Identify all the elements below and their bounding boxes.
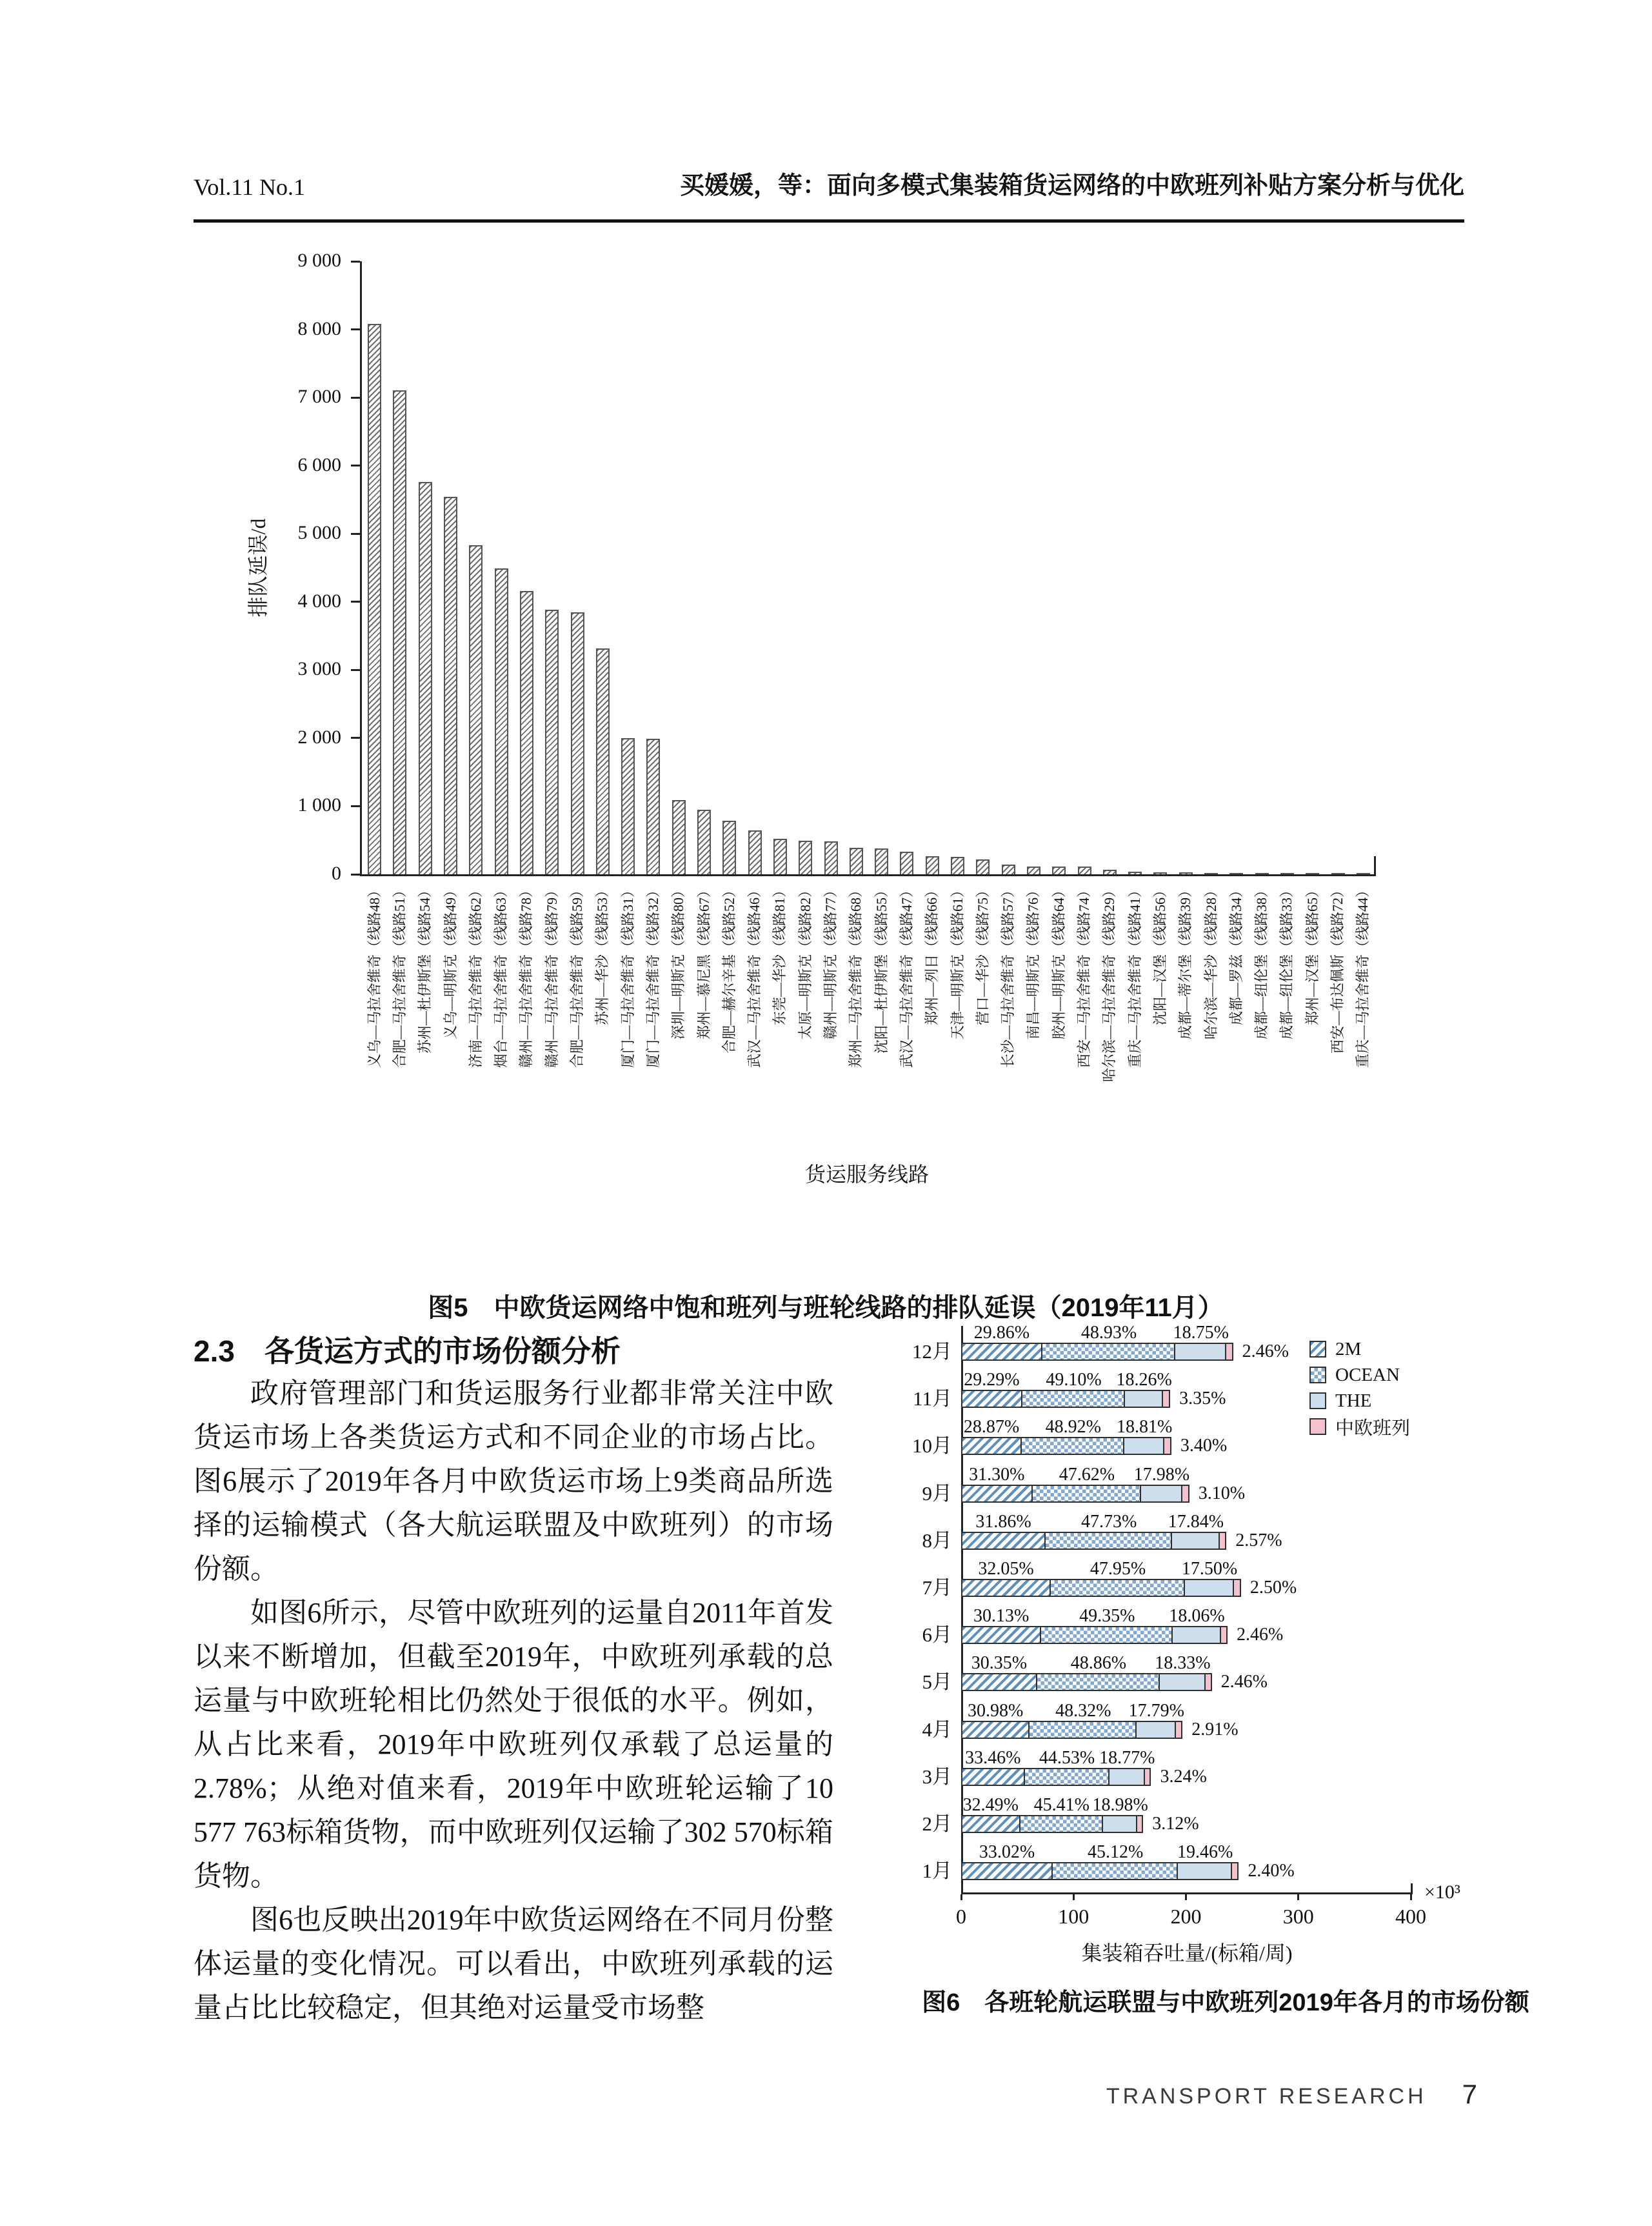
segment-the [1171, 1626, 1221, 1644]
y-tick-mark [351, 669, 360, 671]
x-category-label: 沈阳—汉堡（线路56） [1151, 883, 1168, 1026]
figure5-caption: 图5 中欧货运网络中饱和班列与班轮线路的排队延误（2019年11月） [428, 1294, 1224, 1322]
share-percent-label: 17.50% [1181, 1559, 1238, 1579]
share-percent-label: 18.98% [1092, 1795, 1148, 1815]
x-category-label: 苏州—华沙（线路53） [594, 883, 611, 1026]
y-tick-mark [351, 533, 360, 535]
x-category-label: 南昌—明斯克（线路76） [1025, 883, 1042, 1040]
cr-express-percent-label: 2.57% [1235, 1530, 1282, 1550]
x-category-label: 西安—马拉舍维奇（线路74） [1076, 883, 1093, 1068]
volume-issue: Vol.11 No.1 [194, 174, 306, 200]
x-category-label: 长沙—马拉舍维奇（线路57） [1000, 883, 1017, 1068]
x-category-label: 赣州—马拉舍维奇（线路79） [543, 883, 560, 1068]
share-percent-label: 47.73% [1080, 1511, 1137, 1532]
x-category-label: 东莞—华沙（线路81） [771, 883, 788, 1026]
segment-the [1171, 1532, 1219, 1550]
cr-express-percent-label: 2.50% [1249, 1578, 1297, 1598]
x-tick-label: 100 [1058, 1905, 1090, 1928]
share-percent-label: 32.49% [962, 1795, 1019, 1815]
month-label: 4月 [922, 1718, 952, 1741]
segment-2m [961, 1862, 1053, 1880]
x-category-label: 济南—马拉舍维奇（线路62） [467, 883, 484, 1068]
share-percent-label: 32.05% [978, 1559, 1034, 1579]
x-tick-mark [1410, 1894, 1412, 1900]
x-category-label: 沈阳—杜伊斯堡（线路55） [873, 883, 890, 1054]
month-label: 6月 [922, 1623, 952, 1647]
queue-delay-bar [368, 324, 381, 874]
x-category-label: 赣州—明斯克（线路77） [822, 883, 839, 1040]
share-percent-label: 45.41% [1033, 1795, 1090, 1815]
x-category-label: 合肥—赫尔辛基（线路52） [721, 883, 737, 1054]
queue-delay-bar [1280, 873, 1294, 874]
x-category-label: 郑州—列日（线路66） [924, 883, 940, 1026]
share-percent-label: 48.93% [1080, 1323, 1137, 1343]
queue-delay-bar [1078, 867, 1091, 874]
month-label: 7月 [922, 1576, 952, 1599]
queue-delay-bar [1255, 873, 1269, 874]
queue-delay-bar [1052, 867, 1066, 874]
y-tick-label: 1 000 [297, 794, 341, 816]
paragraph: 图6也反映出2019年中欧货运网络在不同月份整体运量的变化情况。可以看出，中欧班列承载的运量占比比较稳定，但其绝对运量受市场整 [194, 1904, 833, 2023]
figure6-axis-multiplier: ×10³ [1424, 1881, 1460, 1903]
share-percent-label: 29.86% [973, 1323, 1030, 1343]
queue-delay-bar [697, 810, 711, 874]
x-tick-label: 200 [1170, 1905, 1202, 1928]
segment-ocean [1019, 1815, 1103, 1833]
y-tick-mark [351, 261, 360, 263]
x-category-label: 义乌—明斯克（线路49） [442, 883, 459, 1040]
x-tick-label: 400 [1395, 1905, 1426, 1928]
cr-express-percent-label: 2.46% [1242, 1341, 1289, 1361]
segment-ocean [1036, 1673, 1160, 1691]
x-category-label: 胶州—明斯克（线路64） [1050, 883, 1067, 1040]
segment-the [1174, 1343, 1226, 1361]
share-percent-label: 18.06% [1169, 1606, 1225, 1627]
share-percent-label: 18.75% [1173, 1323, 1229, 1343]
page-header [194, 165, 1464, 201]
y-tick-label: 7 000 [297, 386, 341, 408]
share-percent-label: 17.98% [1133, 1464, 1190, 1485]
x-category-label: 营口—华沙（线路75） [974, 883, 991, 1026]
segment-2m [961, 1485, 1033, 1503]
x-category-label: 合肥—马拉舍维奇（线路59） [569, 883, 586, 1068]
y-tick-label: 0 [332, 863, 341, 884]
segment-cr-express [1163, 1437, 1171, 1455]
x-category-label: 深圳—明斯克（线路80） [670, 883, 687, 1040]
queue-delay-bar [393, 390, 406, 875]
segment-cr-express [1220, 1626, 1228, 1644]
segment-cr-express [1175, 1721, 1182, 1739]
segment-ocean [1041, 1343, 1175, 1361]
share-percent-label: 31.86% [975, 1511, 1031, 1532]
x-category-label: 重庆—马拉舍维奇（线路41） [1126, 883, 1143, 1068]
segment-ocean [1024, 1768, 1110, 1786]
segment-2m [961, 1768, 1025, 1786]
month-label: 5月 [922, 1670, 952, 1694]
segment-2m [961, 1390, 1022, 1408]
segment-ocean [1051, 1862, 1178, 1880]
queue-delay-bar [900, 852, 913, 874]
share-percent-label: 30.35% [971, 1653, 1028, 1674]
y-tick-mark [351, 465, 360, 466]
share-percent-label: 30.98% [968, 1700, 1024, 1721]
y-tick-mark [351, 601, 360, 603]
queue-delay-bar [850, 848, 863, 874]
axis-end-stub [1374, 856, 1376, 874]
queue-delay-bar [469, 545, 483, 874]
segment-cr-express [1136, 1815, 1143, 1833]
queue-delay-bar [621, 738, 635, 874]
queue-delay-bar [545, 610, 559, 874]
segment-ocean [1021, 1390, 1125, 1408]
x-category-label: 西安—布达佩斯（线路72） [1329, 883, 1346, 1054]
cr-express-percent-label: 3.35% [1179, 1389, 1226, 1409]
legend-item [1309, 1418, 1411, 1439]
share-percent-label: 45.12% [1088, 1842, 1144, 1863]
segment-ocean [1020, 1437, 1124, 1455]
x-category-label: 郑州—汉堡（线路65） [1304, 883, 1320, 1026]
page-footer [839, 2079, 1477, 2110]
legend-swatch-icon [1309, 1341, 1326, 1358]
segment-the [1108, 1768, 1145, 1786]
segment-ocean [1050, 1579, 1185, 1597]
figure6-legend [1309, 1338, 1411, 1444]
month-label: 12月 [912, 1340, 952, 1363]
x-category-label: 武汉—马拉舍维奇（线路47） [898, 883, 915, 1068]
axis-end-stub [1411, 1883, 1413, 1892]
share-percent-label: 18.26% [1116, 1370, 1172, 1390]
cr-express-percent-label: 3.40% [1180, 1436, 1228, 1456]
page-number: 7 [1462, 2079, 1477, 2109]
queue-delay-bar [799, 841, 812, 874]
segment-ocean [1028, 1721, 1137, 1739]
x-category-label: 厦门—马拉舍维奇（线路31） [619, 883, 636, 1068]
share-percent-label: 31.30% [969, 1464, 1025, 1485]
x-category-label: 哈尔滨—马拉舍维奇（线路29） [1101, 883, 1118, 1083]
queue-delay-bar [773, 839, 787, 874]
segment-2m [961, 1673, 1037, 1691]
x-category-label: 苏州—杜伊斯堡（线路54） [417, 883, 433, 1054]
queue-delay-bar [926, 856, 939, 874]
queue-delay-bar [824, 841, 838, 874]
segment-the [1140, 1485, 1182, 1503]
share-percent-label: 48.92% [1045, 1417, 1101, 1438]
legend-label: 2M [1335, 1338, 1362, 1359]
segment-cr-express [1181, 1485, 1189, 1503]
queue-delay-bar [951, 857, 964, 874]
segment-the [1124, 1390, 1163, 1408]
x-category-label: 天津—明斯克（线路61） [949, 883, 966, 1040]
queue-delay-bar [646, 739, 660, 874]
legend-swatch-icon [1309, 1367, 1326, 1383]
queue-delay-bar [1204, 873, 1218, 874]
y-tick-label: 5 000 [297, 522, 341, 544]
x-category-label: 太原—明斯克（线路82） [797, 883, 813, 1040]
share-percent-label: 48.86% [1070, 1653, 1127, 1674]
queue-delay-bar [495, 568, 508, 874]
segment-the [1123, 1437, 1164, 1455]
month-label: 10月 [912, 1434, 952, 1458]
figure5-plot [297, 250, 1376, 1083]
queue-delay-bar [444, 497, 457, 874]
cr-express-percent-label: 3.12% [1152, 1814, 1199, 1834]
legend-swatch-icon [1309, 1418, 1326, 1435]
share-percent-label: 33.02% [979, 1842, 1035, 1863]
queue-delay-bar [1103, 870, 1117, 874]
share-percent-label: 44.53% [1039, 1747, 1095, 1768]
segment-ocean [1044, 1532, 1172, 1550]
figure6-x-axis-title: 集装箱吞吐量/(标箱/周) [1081, 1941, 1293, 1965]
x-tick-label: 0 [956, 1905, 966, 1928]
paragraph: 政府管理部门和货运服务行业都非常关注中欧货运市场上各类货运方式和不同企业的市场占比。图6展示了2019年各月中欧货运市场上9类商品所选择的运输模式（各大航运联盟及中欧班列）的市场份额。 [194, 1378, 833, 1585]
y-tick-mark [351, 805, 360, 807]
queue-delay-bar [748, 830, 762, 874]
segment-cr-express [1204, 1673, 1212, 1691]
segment-cr-express [1225, 1343, 1233, 1361]
x-tick-mark [1073, 1894, 1075, 1900]
x-category-label: 哈尔滨—华沙（线路28） [1202, 883, 1219, 1040]
legend-label: THE [1335, 1390, 1372, 1411]
cr-express-percent-label: 2.91% [1191, 1719, 1239, 1740]
y-tick-mark [351, 397, 360, 399]
segment-2m [961, 1579, 1051, 1597]
queue-delay-bar [976, 859, 990, 874]
month-label: 9月 [922, 1481, 952, 1505]
queue-delay-bar [1179, 872, 1193, 874]
cr-express-percent-label: 2.46% [1236, 1625, 1284, 1645]
figure6-x-axis-line [961, 1892, 1413, 1894]
section-heading: 2.3 各货运方式的市场份额分析 [194, 1334, 621, 1368]
x-tick-mark [1297, 1894, 1299, 1900]
segment-ocean [1040, 1626, 1173, 1644]
legend-label: 中欧班列 [1335, 1418, 1411, 1439]
month-label: 2月 [922, 1812, 952, 1835]
queue-delay-bar [1331, 873, 1345, 874]
queue-delay-bar [1027, 867, 1040, 874]
x-category-label: 郑州—慕尼黑（线路67） [695, 883, 712, 1040]
x-category-label: 郑州—马拉舍维奇（线路68） [848, 883, 864, 1068]
share-percent-label: 18.33% [1155, 1653, 1211, 1674]
queue-delay-bar [1153, 872, 1167, 874]
cr-express-percent-label: 3.10% [1198, 1483, 1246, 1503]
segment-cr-express [1162, 1390, 1170, 1408]
segment-2m [961, 1437, 1022, 1455]
segment-the [1159, 1673, 1206, 1691]
journal-name: TRANSPORT RESEARCH [1106, 2084, 1427, 2109]
queue-delay-bar [722, 821, 736, 874]
figure5-y-axis-title: 排队延误/d [246, 518, 270, 617]
month-label: 11月 [913, 1387, 952, 1410]
legend-item [1309, 1392, 1410, 1409]
paragraph: 如图6所示，尽管中欧班列的运量自2011年首发以来不断增加，但截至2019年，中欧班列承载的总运量与中欧班轮相比仍然处于很低的水平。例如，从占比来看，2019年中欧班列仅承载了总运量的2.78%；从绝对值来看，2019年中欧班轮运输了10 577 763标箱货物，而中欧班列仅运输了302 570标箱货物。 [194, 1597, 833, 1892]
x-category-label: 厦门—马拉舍维奇（线路32） [644, 883, 661, 1068]
share-percent-label: 49.10% [1046, 1370, 1102, 1390]
queue-delay-bar [1002, 865, 1015, 874]
queue-delay-bar [596, 648, 610, 874]
month-label: 3月 [922, 1765, 952, 1788]
share-percent-label: 17.79% [1128, 1700, 1184, 1721]
share-percent-label: 17.84% [1168, 1511, 1224, 1532]
figure6-caption: 图6 各班轮航运联盟与中欧班列2019年各月的市场份额 [922, 1989, 1529, 2016]
x-tick-mark [960, 1894, 962, 1900]
month-label: 8月 [922, 1529, 952, 1552]
x-category-label: 合肥—马拉舍维奇（线路51） [391, 883, 408, 1068]
figure5-x-axis-title: 货运服务线路 [804, 1163, 929, 1186]
segment-2m [961, 1626, 1041, 1644]
running-title: 买媛媛，等：面向多模式集装箱货运网络的中欧班列补贴方案分析与优化 [679, 172, 1464, 199]
legend-item [1309, 1364, 1410, 1385]
share-percent-label: 30.13% [973, 1606, 1030, 1627]
x-category-label: 成都—纽伦堡（线路38） [1253, 883, 1270, 1040]
share-percent-label: 33.46% [965, 1747, 1021, 1768]
share-percent-label: 18.81% [1116, 1417, 1173, 1438]
y-tick-mark [351, 328, 360, 330]
queue-delay-bar [875, 848, 888, 874]
y-tick-label: 4 000 [297, 590, 341, 612]
y-tick-label: 8 000 [297, 317, 341, 339]
segment-2m [961, 1343, 1042, 1361]
x-category-label: 武汉—马拉舍维奇（线路46） [746, 883, 763, 1068]
legend-label: OCEAN [1335, 1364, 1400, 1385]
cr-express-percent-label: 2.40% [1248, 1861, 1295, 1881]
segment-cr-express [1233, 1579, 1241, 1597]
share-percent-label: 19.46% [1177, 1842, 1233, 1863]
share-percent-label: 49.35% [1079, 1606, 1135, 1627]
share-percent-label: 48.32% [1055, 1700, 1111, 1721]
x-category-label: 成都—蒂尔堡（线路39） [1177, 883, 1194, 1040]
y-tick-label: 6 000 [297, 454, 341, 476]
share-percent-label: 29.29% [964, 1370, 1020, 1390]
queue-delay-bar [1306, 873, 1319, 874]
share-percent-label: 47.95% [1090, 1559, 1146, 1579]
queue-delay-bar [1128, 872, 1142, 874]
segment-2m [961, 1815, 1020, 1833]
segment-the [1102, 1815, 1138, 1833]
header-rule [194, 219, 1464, 223]
figure6-chart [884, 1316, 1587, 2052]
y-tick-mark [351, 874, 360, 876]
queue-delay-bar [571, 612, 584, 874]
body-text-column [194, 1372, 833, 2030]
month-label: 1月 [922, 1860, 952, 1883]
x-category-label: 烟台—马拉舍维奇（线路63） [493, 883, 510, 1068]
share-percent-label: 18.77% [1099, 1747, 1155, 1768]
y-tick-label: 2 000 [297, 726, 341, 748]
x-category-label: 重庆—马拉舍维奇（线路44） [1355, 883, 1371, 1068]
segment-ocean [1031, 1485, 1141, 1503]
queue-delay-bar [1357, 873, 1370, 874]
legend-swatch-icon [1309, 1392, 1326, 1409]
share-percent-label: 47.62% [1059, 1464, 1115, 1485]
x-category-label: 赣州—马拉舍维奇（线路78） [518, 883, 535, 1068]
segment-2m [961, 1721, 1030, 1739]
segment-cr-express [1219, 1532, 1227, 1550]
x-category-label: 成都—纽伦堡（线路33） [1279, 883, 1295, 1040]
x-category-label: 义乌—马拉舍维奇（线路48） [366, 883, 383, 1068]
x-tick-label: 300 [1282, 1905, 1314, 1928]
segment-the [1184, 1579, 1234, 1597]
x-category-label: 成都—罗兹（线路34） [1228, 883, 1244, 1026]
segment-the [1177, 1862, 1232, 1880]
legend-item [1309, 1338, 1410, 1359]
queue-delay-bar [419, 482, 432, 874]
share-percent-label: 28.87% [963, 1417, 1020, 1438]
segment-2m [961, 1532, 1046, 1550]
segment-cr-express [1231, 1862, 1239, 1880]
queue-delay-bar [672, 800, 686, 874]
y-tick-mark [351, 737, 360, 739]
segment-the [1135, 1721, 1176, 1739]
queue-delay-bar [520, 591, 533, 874]
y-tick-label: 9 000 [297, 250, 341, 271]
y-tick-label: 3 000 [297, 658, 341, 680]
queue-delay-bar [1229, 873, 1243, 874]
segment-cr-express [1144, 1768, 1151, 1786]
x-tick-mark [1185, 1894, 1187, 1900]
cr-express-percent-label: 3.24% [1160, 1766, 1207, 1787]
cr-express-percent-label: 2.46% [1220, 1672, 1268, 1692]
